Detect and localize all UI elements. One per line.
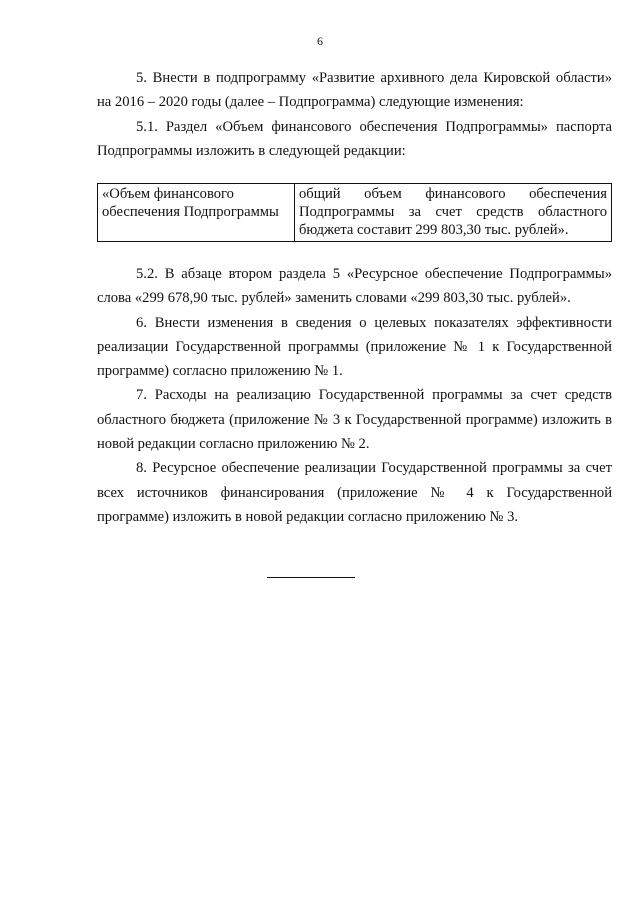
paragraph-8: 8. Ресурсное обеспечение реализации Государственной программы за счет всех источников финансирования (приложение № 4 к Государственной программе) изложить в новой редакции согласно приложению № 3. bbox=[97, 460, 612, 525]
passport-amendment-table bbox=[97, 183, 612, 242]
body-section-top bbox=[97, 66, 612, 163]
body-section-bottom bbox=[97, 262, 612, 529]
paragraph-6: 6. Внести изменения в сведения о целевых показателях эффективности реализации Государственной программы (приложение № 1 к Государственной программе) согласно приложению № 1. bbox=[97, 314, 612, 380]
paragraph-5-1: 5.1. Раздел «Объем финансового обеспечения Подпрограммы» паспорта Подпрограммы изложить в следующей редакции: bbox=[97, 118, 612, 159]
end-divider bbox=[267, 577, 355, 578]
paragraph-5: 5. Внести в подпрограмму «Развитие архивного дела Кировской области» на 2016 – 2020 годы (далее – Подпрограмма) следующие изменения: bbox=[97, 70, 612, 111]
paragraph-7: 7. Расходы на реализацию Государственной программы за счет средств областного бюджета (приложение № 3 к Государственной программе) изложить в новой редакции согласно приложению № 2. bbox=[97, 387, 612, 453]
table-cell-value: общий объем финансового обеспечения Подпрограммы за счет средств областного бюджета составит 299 803,30 тыс. рублей». bbox=[295, 184, 612, 242]
table-cell-label: «Объем финансового обеспечения Подпрограммы bbox=[98, 184, 295, 242]
paragraph-5-2: 5.2. В абзаце втором раздела 5 «Ресурсное обеспечение Подпрограммы» слова «299 678,90 тыс. рублей» заменить словами «299 803,30 тыс. рублей». bbox=[97, 266, 612, 307]
table-row bbox=[98, 184, 612, 242]
page-number: 6 bbox=[317, 34, 323, 48]
